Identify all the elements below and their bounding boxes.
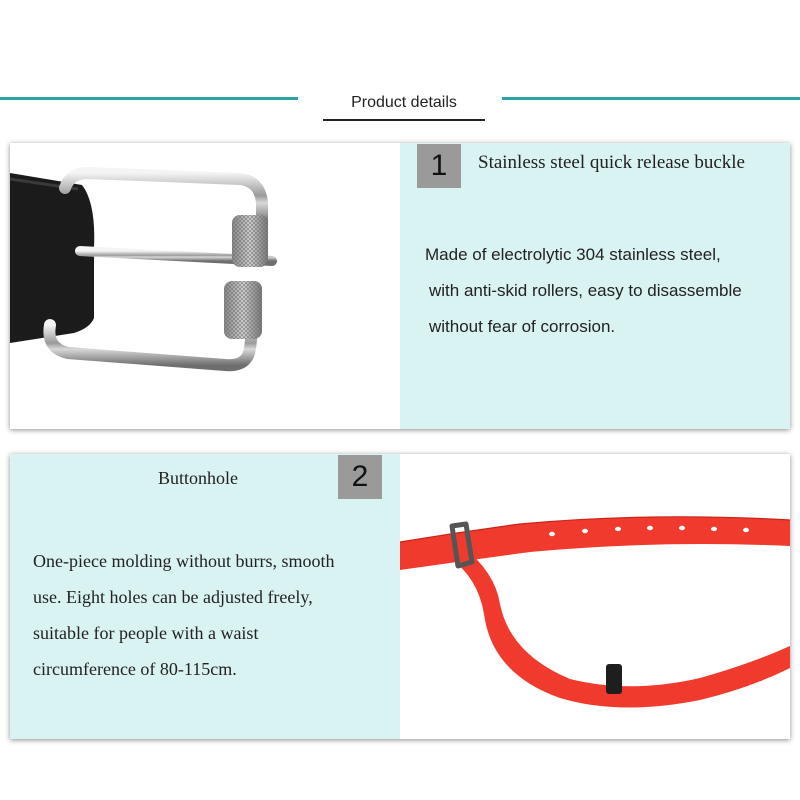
section-buttonhole [10,454,790,739]
red-strap-illustration [400,454,790,739]
red-strap-buttonhole-photo [400,454,790,739]
section-number-badge: 1 [417,144,461,188]
buckle-illustration [10,143,400,429]
section-text-line: with anti-skid rollers, easy to disassemble [429,281,742,300]
section-heading: Stainless steel quick release buckle [478,152,745,173]
stainless-steel-buckle-photo [10,143,400,429]
header-divider-left [0,97,298,100]
section-buckle [10,143,790,429]
section-text-line: without fear of corrosion. [429,317,616,336]
section-number-badge: 2 [338,455,382,499]
section-text-line: circumference of 80-115cm. [33,659,237,679]
header-divider-right [502,97,800,100]
section-text-line: Made of electrolytic 304 stainless steel, [425,245,721,264]
title-underline [323,119,485,121]
section-text-line: One-piece molding without burrs, smooth [33,551,335,571]
page-title: Product details [351,94,457,111]
section-heading: Buttonhole [158,468,238,488]
section-text-line: suitable for people with a waist [33,623,259,643]
section-text-line: use. Eight holes can be adjusted freely, [33,587,313,607]
